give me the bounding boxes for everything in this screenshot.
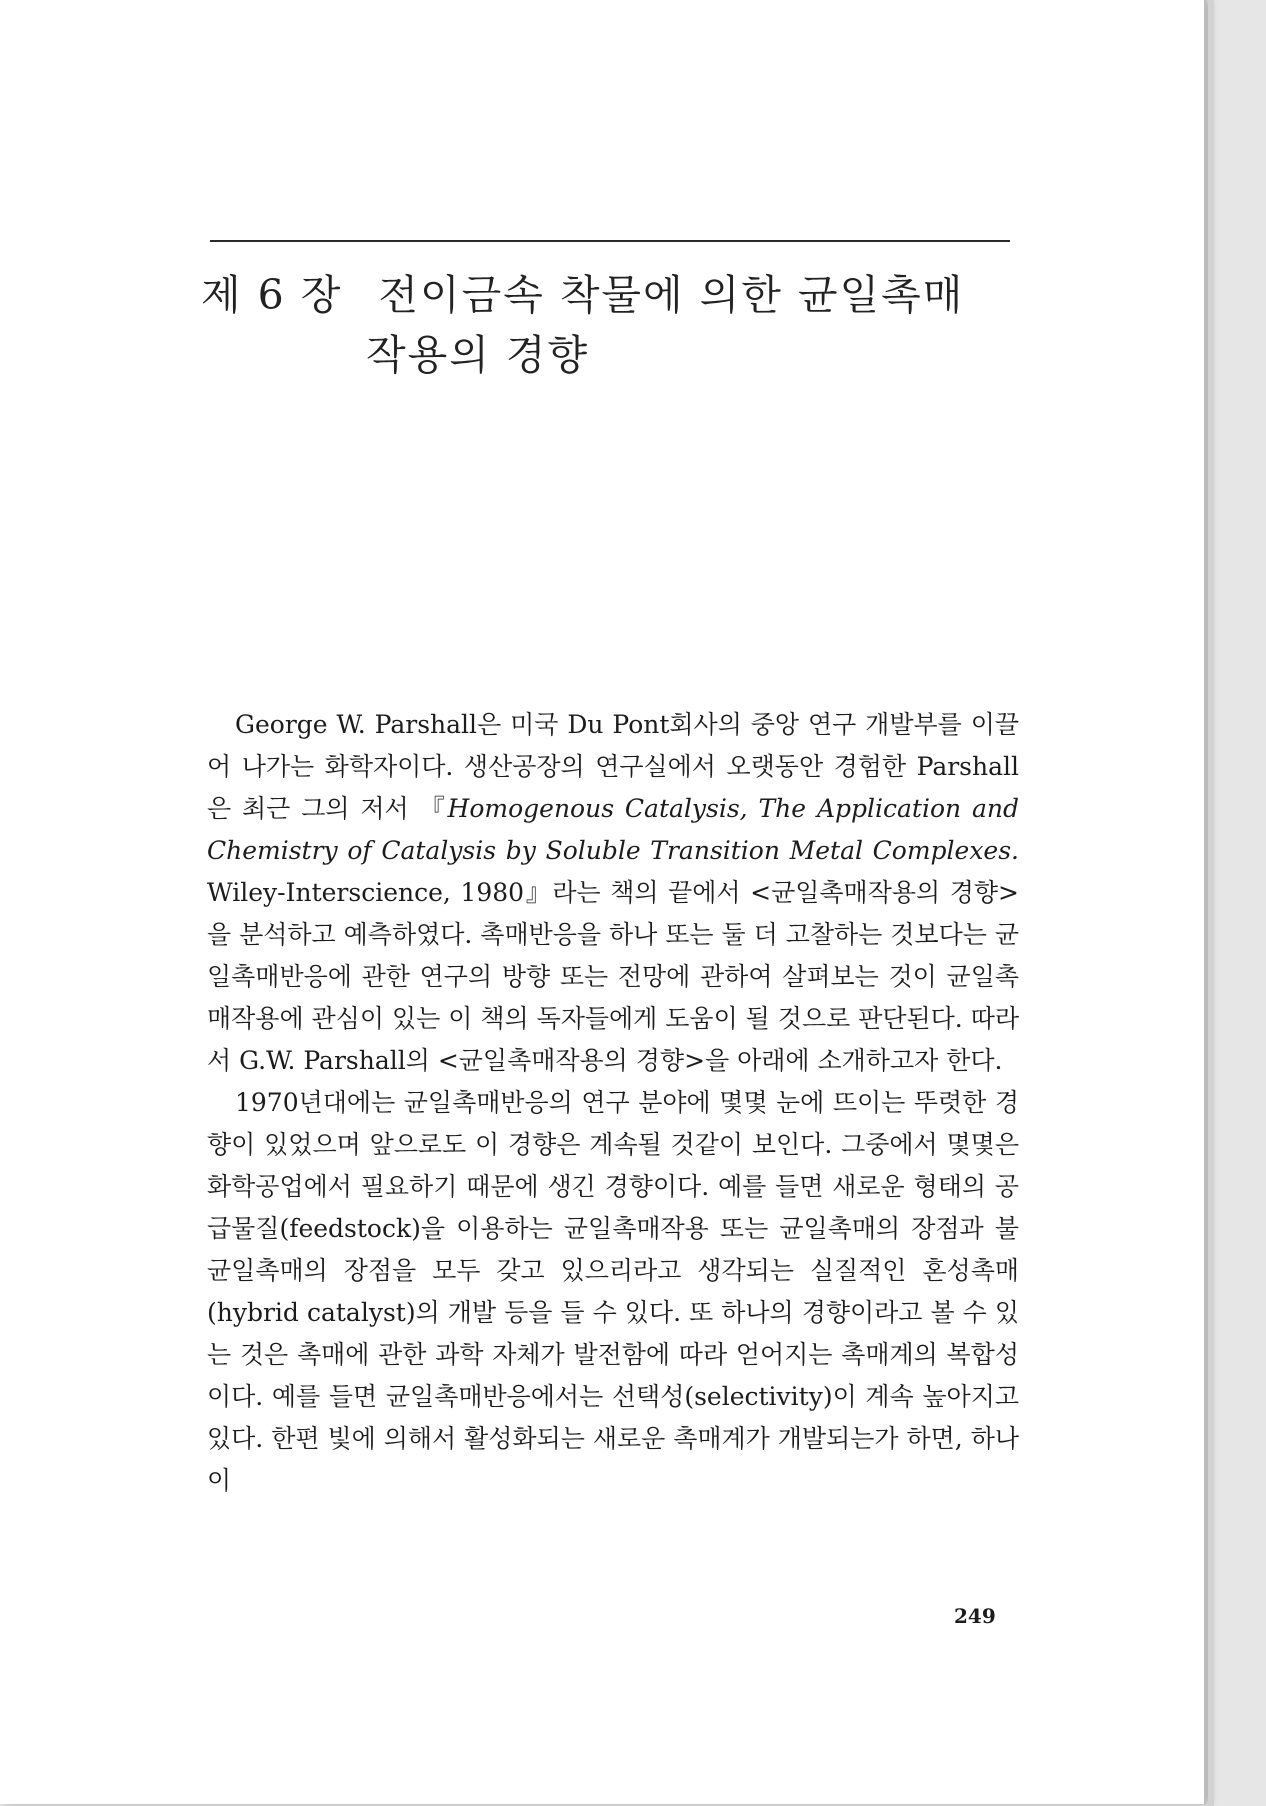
book-title-italic: Homogenous Catalysis, The Application and Chemistry of Catalysis by Soluble Transition Metal Complexes. [207,794,1019,865]
chapter-rule [210,240,1010,242]
chapter-title-text-1: 전이금속 착물에 의한 균일촉매 [378,271,965,319]
chapter-title-line-2: 작용의 경향 [366,331,590,379]
body-text [207,704,1019,1502]
paragraph-1 [207,704,1019,1082]
paragraph-2: 1970년대에는 균일촉매반응의 연구 분야에 몇몇 눈에 뜨이는 뚜렷한 경향이 있었으며 앞으로도 이 경향은 계속될 것같이 보인다. 그중에서 몇몇은 화학공업에서 필요하기 때문에 생긴 경향이다. 예를 들면 새로운 형태의 공급물질(feedstock)을 이용하는 균일촉매작용 또는 균일촉매의 장점과 불균일촉매의 장점을 모두 갖고 있으리라고 생각되는 실질적인 혼성촉매(hybrid catalyst)의 개발 등을 들 수 있다. 또 하나의 경향이라고 볼 수 있는 것은 촉매에 관한 과학 자체가 발전함에 따라 얻어지는 촉매계의 복합성이다. 예를 들면 균일촉매반응에서는 선택성(selectivity)이 계속 높아지고 있다. 한편 빛에 의해서 활성화되는 새로운 촉매계가 개발되는가 하면, 하나 이 [207,1088,1019,1495]
chapter-title-line-1 [201,262,964,321]
paragraph-1-rest: Wiley-Interscience, 1980』라는 책의 끝에서 <균일촉매작용의 경향>을 분석하고 예측하였다. 촉매반응을 하나 또는 둘 더 고찰하는 것보다는 균일촉매반응에 관한 연구의 방향 또는 전망에 관하여 살펴보는 것이 균일촉매작용에 관심이 있는 이 책의 독자들에게 도움이 될 것으로 판단된다. 따라서 G.W. Parshall의 <균일촉매작용의 경향>을 아래에 소개하고자 한다. [207,878,1019,1075]
paragraph-1-intro: George W. Parshall은 미국 Du Pont회사의 중앙 연구 개발부를 이끌어 나가는 화학자이다. 생산공장의 연구실에서 오랫동안 경험한 Parshall은 최근 그의 저서 『 [207,710,1019,823]
chapter-number: 제 6 장 [201,271,343,319]
page-edge [1208,0,1214,1806]
page-number: 249 [954,1604,996,1628]
